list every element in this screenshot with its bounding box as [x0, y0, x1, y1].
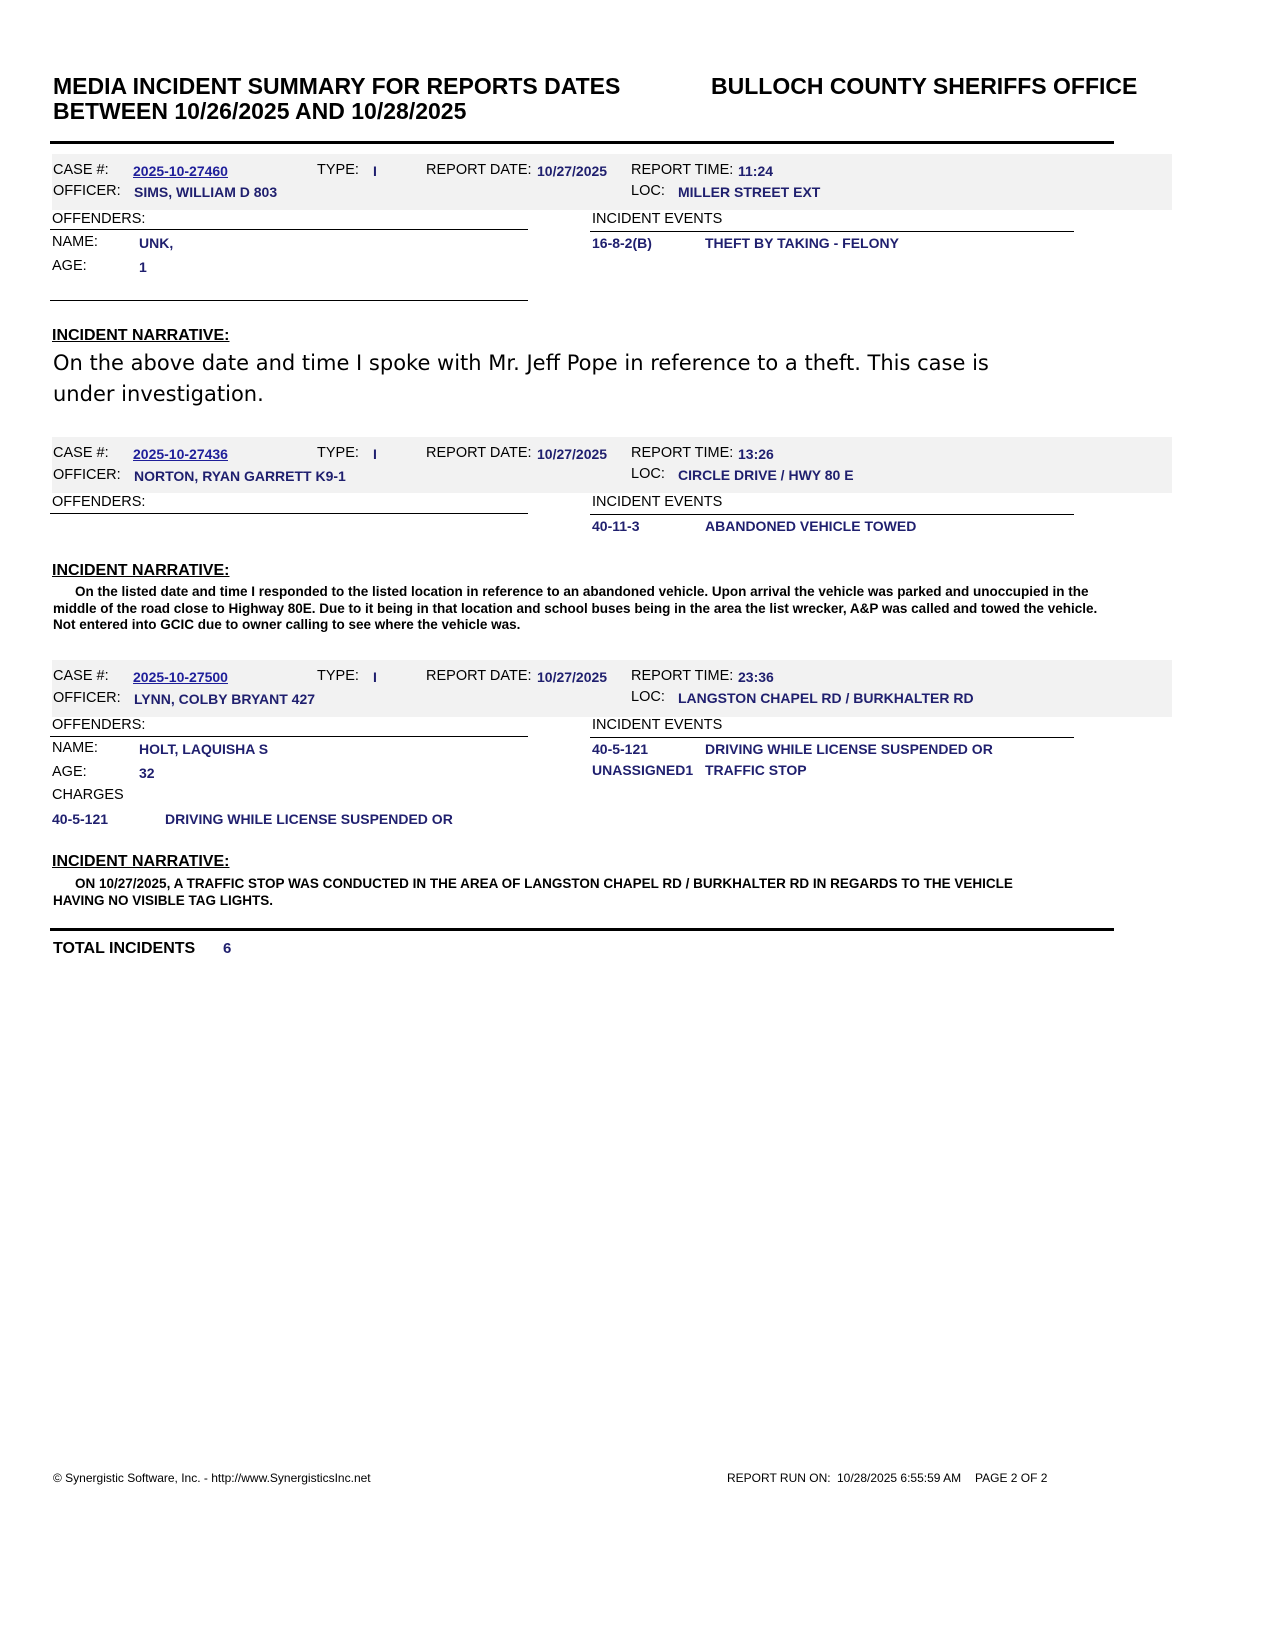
age-label: AGE:: [52, 258, 87, 274]
loc-label: LOC:: [631, 183, 665, 199]
offender-age: 1: [139, 259, 147, 275]
incident-events-label: INCIDENT EVENTS: [592, 494, 723, 510]
case-label: CASE #:: [53, 162, 109, 178]
case-number-link[interactable]: 2025-10-27436: [133, 446, 228, 462]
officer-label: OFFICER:: [53, 183, 121, 199]
offenders-label: OFFENDERS:: [52, 211, 146, 227]
report-date-label: REPORT DATE:: [426, 445, 532, 461]
loc-label: LOC:: [631, 689, 665, 705]
officer-value: NORTON, RYAN GARRETT K9-1: [134, 468, 346, 484]
event-code: 40-5-121: [592, 741, 649, 757]
report-date-label: REPORT DATE:: [426, 162, 532, 178]
narrative-text: ON 10/27/2025, A TRAFFIC STOP WAS CONDUCTED IN THE AREA OF LANGSTON CHAPEL RD / BURKHALTER RD IN REGARDS TO THE VEHICLE HAVING NO VISIBLE TAG LIGHTS.: [53, 876, 1013, 908]
page-indicator: PAGE 2 OF 2: [975, 1471, 1048, 1485]
report-time-value: 11:24: [738, 163, 774, 179]
narrative-heading: INCIDENT NARRATIVE:: [52, 327, 230, 344]
loc-value: LANGSTON CHAPEL RD / BURKHALTER RD: [678, 690, 974, 706]
event-description: ABANDONED VEHICLE TOWED: [705, 518, 917, 534]
footer-vendor: © Synergistic Software, Inc. - http://www.SynergisticsInc.net: [53, 1471, 371, 1485]
report-time-label: REPORT TIME:: [631, 162, 734, 178]
event-description: THEFT BY TAKING - FELONY: [705, 235, 899, 251]
offenders-label: OFFENDERS:: [52, 717, 146, 733]
report-date-value: 10/27/2025: [537, 669, 608, 685]
case-label: CASE #:: [53, 445, 109, 461]
offenders-underline: [50, 229, 528, 230]
officer-label: OFFICER:: [53, 467, 121, 483]
report-title-line1: MEDIA INCIDENT SUMMARY FOR REPORTS DATES: [53, 73, 621, 99]
events-underline: [590, 737, 1074, 738]
report-run-label: REPORT RUN ON:: [727, 1471, 831, 1485]
narrative-heading: INCIDENT NARRATIVE:: [52, 562, 230, 579]
officer-value: SIMS, WILLIAM D 803: [134, 184, 278, 200]
incident-events-label: INCIDENT EVENTS: [592, 717, 723, 733]
case-number-link[interactable]: 2025-10-27500: [133, 669, 228, 685]
narrative-heading: INCIDENT NARRATIVE:: [52, 853, 230, 870]
report-date-value: 10/27/2025: [537, 446, 608, 462]
total-incidents-value: 6: [223, 940, 232, 957]
header-divider: [50, 141, 1114, 144]
type-value: I: [373, 669, 377, 685]
report-time-label: REPORT TIME:: [631, 668, 734, 684]
offenders-underline: [50, 736, 528, 737]
narrative-text: On the listed date and time I responded to the listed location in reference to an abandoned vehicle. Upon arrival the vehicle was parked and unoccupied in the middle of the road close to Highway 80E. Due to it being in that location and school buses being in the area the list wrecker, A&P was called and towed the vehicle. Not entered into GCIC due to owner calling to see where the vehicle was.: [53, 584, 1098, 632]
report-time-label: REPORT TIME:: [631, 445, 734, 461]
narrative-text: On the above date and time I spoke with Mr. Jeff Pope in reference to a theft. This case is under investigation.: [53, 351, 989, 406]
report-date-label: REPORT DATE:: [426, 668, 532, 684]
event-description: DRIVING WHILE LICENSE SUSPENDED OR: [705, 741, 993, 757]
case-label: CASE #:: [53, 668, 109, 684]
loc-value: CIRCLE DRIVE / HWY 80 E: [678, 467, 854, 483]
offender-name: HOLT, LAQUISHA S: [139, 741, 269, 757]
type-value: I: [373, 446, 377, 462]
loc-value: MILLER STREET EXT: [678, 184, 821, 200]
loc-label: LOC:: [631, 466, 665, 482]
report-time-value: 23:36: [738, 669, 774, 685]
event-code: 40-11-3: [592, 518, 640, 534]
report-time-value: 13:26: [738, 446, 774, 462]
agency-name: BULLOCH COUNTY SHERIFFS OFFICE: [711, 73, 1138, 99]
charge-code: 40-5-121: [52, 811, 109, 827]
report-date-value: 10/27/2025: [537, 163, 608, 179]
event-description: TRAFFIC STOP: [705, 762, 807, 778]
report-title-line2: BETWEEN 10/26/2025 AND 10/28/2025: [53, 98, 467, 124]
type-value: I: [373, 163, 377, 179]
offender-age: 32: [139, 765, 155, 781]
type-label: TYPE:: [317, 668, 359, 684]
age-label: AGE:: [52, 764, 87, 780]
officer-value: LYNN, COLBY BRYANT 427: [134, 691, 316, 707]
event-code: UNASSIGNED1: [592, 762, 694, 778]
events-underline: [590, 231, 1074, 232]
charge-description: DRIVING WHILE LICENSE SUSPENDED OR: [165, 811, 453, 827]
type-label: TYPE:: [317, 162, 359, 178]
events-underline: [590, 514, 1074, 515]
case-number-link[interactable]: 2025-10-27460: [133, 163, 228, 179]
offenders-underline: [50, 513, 528, 514]
officer-label: OFFICER:: [53, 690, 121, 706]
totals-divider: [50, 928, 1114, 931]
report-run-timestamp: 10/28/2025 6:55:59 AM: [837, 1471, 962, 1485]
name-label: NAME:: [52, 740, 98, 756]
name-label: NAME:: [52, 234, 98, 250]
charges-label: CHARGES: [52, 787, 124, 803]
incident-events-label: INCIDENT EVENTS: [592, 211, 723, 227]
total-incidents-label: TOTAL INCIDENTS: [53, 940, 196, 957]
offenders-label: OFFENDERS:: [52, 494, 146, 510]
offender-block-divider: [50, 300, 528, 301]
type-label: TYPE:: [317, 445, 359, 461]
event-code: 16-8-2(B): [592, 235, 652, 251]
offender-name: UNK,: [139, 235, 174, 251]
